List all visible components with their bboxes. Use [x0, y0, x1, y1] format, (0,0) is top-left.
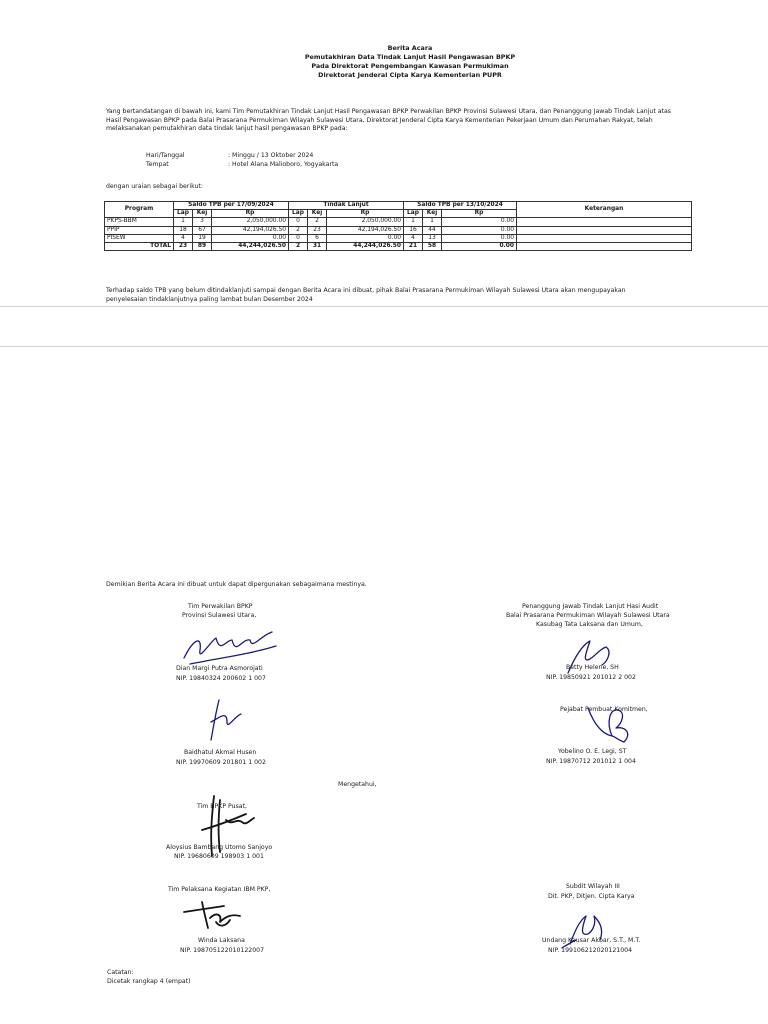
closing-text: Demikian Berita Acara ini dibuat untuk dapat dipergunakan sebagaimana mestinya. [106, 581, 367, 588]
cell: 21 [404, 242, 423, 250]
cell: 0.00 [327, 234, 404, 242]
ibm-title: Tim Pelaksana Kegiatan IBM PKP, [168, 886, 271, 893]
table-total-row [105, 242, 692, 250]
subdit-title-2: Dit. PKP, Ditjen. Cipta Karya [548, 893, 635, 900]
pj-title-2: Balai Prasarana Permukiman Wilayah Sulawesi Utara [506, 612, 670, 619]
cell: 2 [289, 242, 308, 250]
cell: 4 [174, 234, 193, 242]
table-row [105, 218, 692, 226]
scan-line [0, 346, 768, 347]
cell: 0 [289, 218, 308, 226]
cell: 1 [404, 218, 423, 226]
signature-yobelino [582, 700, 638, 746]
col-tindak-lanjut: Tindak Lanjut [289, 202, 404, 210]
dicetak-note: Dicetak rangkap 4 (empat) [107, 978, 191, 985]
cell: 6 [308, 234, 327, 242]
col-kej: Kej [193, 210, 212, 218]
col-saldo-akhir: Saldo TPB per 13/10/2024 [404, 202, 517, 210]
cell: 2 [308, 218, 327, 226]
intro-line: Hasil Pengawasan BPKP pada Balai Prasarana Permukiman Wilayah Sulawesi Utara, Direktorat Jenderal Cipta Karya Kementerian Pekerjaan Umum dan Perumahan Rakyat, telah [106, 116, 653, 124]
cell-program: PKPS-BBM [105, 218, 174, 226]
doc-title: Berita Acara [387, 44, 433, 52]
cell: 0.00 [212, 234, 289, 242]
col-lap: Lap [289, 210, 308, 218]
cell: 0.00 [442, 234, 517, 242]
date-value: : Minggu / 13 Oktober 2024 [228, 152, 314, 159]
cell: 18 [174, 226, 193, 234]
intro-line: melaksanakan pemutakhiran data tindak lanjut hasil pengawasan BPKP pada: [106, 125, 348, 132]
reconciliation-table [104, 201, 692, 251]
cell: 44 [423, 226, 442, 234]
place-label: Tempat [146, 161, 169, 168]
bpkp-pusat-title: Tim BPKP Pusat, [197, 803, 247, 810]
doc-subtitle-3: Direktorat Jenderal Cipta Karya Kementerian PUPR [318, 71, 502, 79]
cell: 13 [423, 234, 442, 242]
table-row [105, 234, 692, 242]
cell: 0.00 [442, 226, 517, 234]
cell-program: PPIP [105, 226, 174, 234]
cell: 1 [423, 218, 442, 226]
sig-name: Aloysius Bambang Utomo Sanjoyo [166, 844, 273, 851]
doc-subtitle-2: Pada Direktorat Pengembangan Kawasan Permukiman [311, 62, 509, 70]
signature-baidhatul [205, 696, 245, 742]
subdit-title: Subdit Wilayah III [566, 883, 620, 890]
bpkp-team-title: Tim Perwakilan BPKP [188, 603, 253, 610]
col-program: Program [105, 202, 174, 218]
cell: 3 [193, 218, 212, 226]
sig-nip: NIP. 19870712 201012 1 004 [546, 758, 636, 765]
cell-keterangan [517, 242, 692, 250]
table-intro: dengan uraian sebagai berikut: [106, 183, 203, 190]
col-saldo-awal: Saldo TPB per 17/09/2024 [174, 202, 289, 210]
cell: 0.00 [442, 218, 517, 226]
signature-winda [180, 898, 246, 934]
ppk-title: Pejabat Pembuat Komitmen, [560, 706, 648, 713]
pj-title-3: Kasubag Tata Laksana dan Umum, [536, 621, 643, 628]
cell-total-label: TOTAL [105, 242, 174, 250]
col-rp: Rp [442, 210, 517, 218]
cell: 2 [289, 226, 308, 234]
cell: 23 [174, 242, 193, 250]
cell: 58 [423, 242, 442, 250]
scan-line [0, 306, 768, 307]
cell: 0.00 [442, 242, 517, 250]
col-rp: Rp [212, 210, 289, 218]
sig-name: Betty Helene, SH [566, 664, 619, 671]
catatan-label: Catatan: [107, 969, 134, 976]
cell: 23 [308, 226, 327, 234]
cell: 16 [404, 226, 423, 234]
bpkp-team-title-2: Provinsi Sulawesi Utara, [182, 612, 257, 619]
sig-nip: NIP. 19840324 200602 1 007 [176, 675, 266, 682]
sig-name: Yobelino O. E. Legi, ST [558, 748, 627, 755]
signature-dian [180, 628, 280, 668]
cell: 44,244,026.50 [327, 242, 404, 250]
cell: 0 [289, 234, 308, 242]
sig-name: Undang Kausar Akbar, S.T., M.T. [542, 937, 641, 944]
cell: 89 [193, 242, 212, 250]
col-lap: Lap [174, 210, 193, 218]
place-value: : Hotel Alana Malioboro, Yogyakarta [228, 161, 339, 168]
doc-subtitle: Pemutakhiran Data Tindak Lanjut Hasil Pengawasan BPKP [304, 53, 516, 61]
cell: 42,194,026.50 [212, 226, 289, 234]
sig-nip: NIP. 198705122010122007 [180, 947, 265, 954]
cell-keterangan [517, 234, 692, 242]
col-rp: Rp [327, 210, 404, 218]
sig-nip: NIP. 199106212020121004 [548, 947, 633, 954]
sig-nip: NIP. 19970609 201801 1 002 [176, 759, 266, 766]
note-line: penyelesaian tindaklanjutnya paling lambat bulan Desember 2024 [106, 296, 313, 303]
cell: 44,244,026.50 [212, 242, 289, 250]
col-kej: Kej [308, 210, 327, 218]
cell: 2,050,000.00 [212, 218, 289, 226]
cell-keterangan [517, 226, 692, 234]
intro-line: Yang bertandatangan di bawah ini, kami Tim Pemutakhiran Tindak Lanjut Hasil Pengawasan BPKP Perwakilan BPKP Provinsi Sulawesi Utara, dan Penanggung Jawab Tindak Lanjut atas [106, 108, 671, 115]
cell-keterangan [517, 218, 692, 226]
cell: 2,050,000.00 [327, 218, 404, 226]
cell: 31 [308, 242, 327, 250]
sig-nip: NIP. 19850921 201012 2 002 [546, 674, 636, 681]
date-label: Hari/Tanggal [146, 152, 185, 159]
cell: 1 [174, 218, 193, 226]
cell: 67 [193, 226, 212, 234]
pj-title: Penanggung Jawab Tindak Lanjut Hasi Audit [522, 603, 659, 610]
sig-name: Baidhatul Akmal Husen [184, 749, 257, 756]
cell: 42,194,026.50 [327, 226, 404, 234]
sig-nip: NIP. 19680609 198903 1 001 [174, 853, 264, 860]
mengetahui-label: Mengetahui, [338, 781, 377, 788]
note-line: Terhadap saldo TPB yang belum ditindaklanjuti sampai dengan Berita Acara ini dibuat, pihak Balai Prasarana Permukiman Wilayah Sulawesi Utara akan mengupayakan [106, 287, 626, 294]
col-kej: Kej [423, 210, 442, 218]
cell-program: PISEW [105, 234, 174, 242]
cell: 19 [193, 234, 212, 242]
col-lap: Lap [404, 210, 423, 218]
table-row [105, 226, 692, 234]
col-keterangan: Keterangan [517, 202, 692, 218]
cell: 4 [404, 234, 423, 242]
sig-name: Winda Laksana [198, 937, 245, 944]
sig-name: Dian Margi Putra Asmorojati [176, 665, 263, 672]
